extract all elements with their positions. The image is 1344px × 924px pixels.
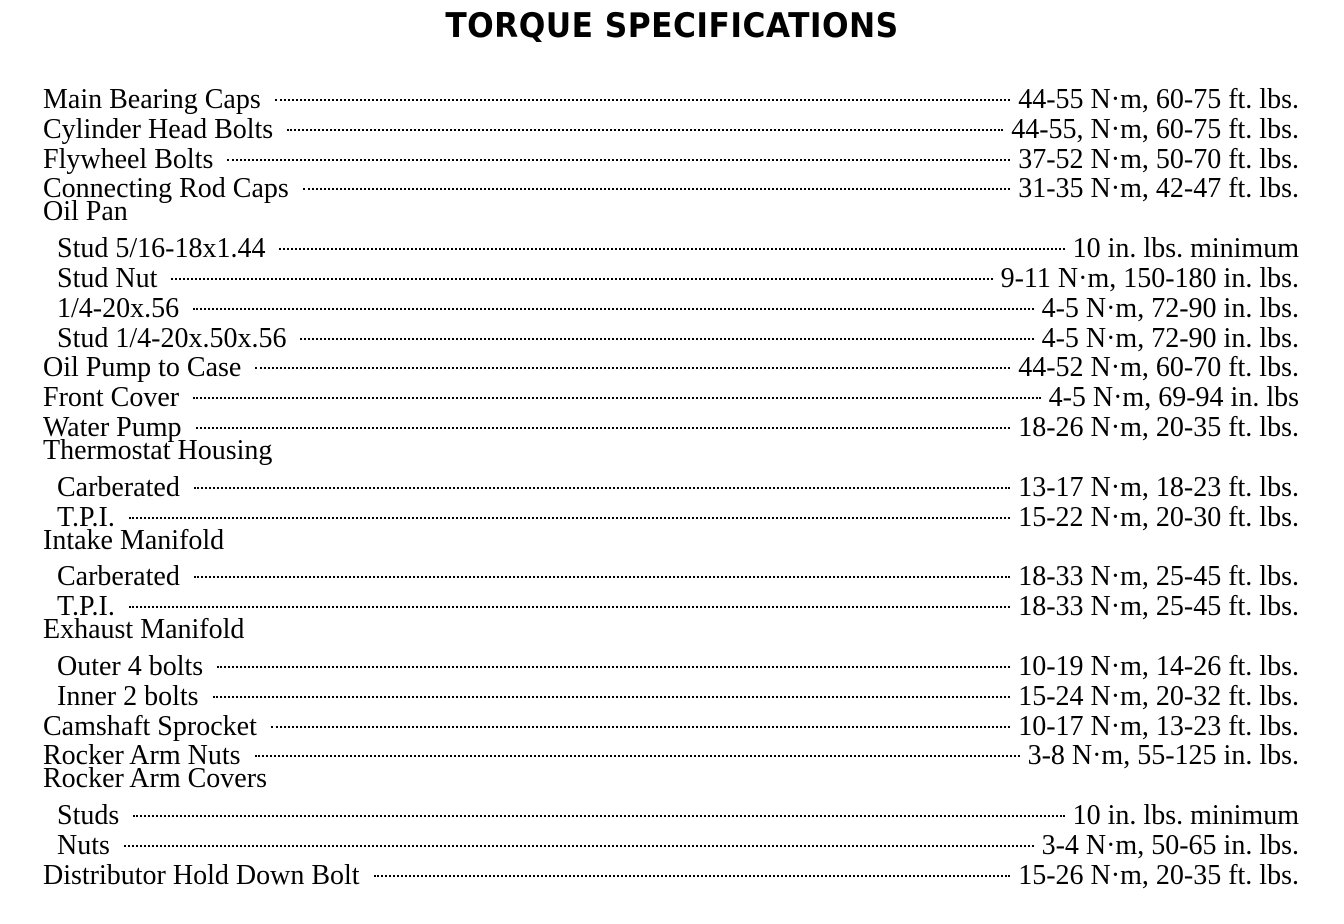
dot-leader	[255, 347, 1010, 377]
spec-label: Distributor Hold Down Bolt	[43, 859, 360, 891]
spec-value: 9-11 N·m, 150-180 in. lbs.	[1000, 262, 1299, 294]
spec-value: 44-55 N·m, 60-75 ft. lbs.	[1018, 83, 1299, 115]
spec-value: 18-26 N·m, 20-35 ft. lbs.	[1018, 412, 1299, 444]
spec-row	[43, 466, 1299, 503]
spec-label: T.P.I.	[57, 501, 115, 533]
dot-leader	[271, 705, 1010, 735]
spec-row	[43, 645, 1299, 682]
dot-leader	[124, 824, 1034, 854]
spec-label: Intake Manifold	[43, 524, 225, 556]
torque-spec-list	[43, 78, 1299, 891]
dot-leader	[194, 556, 1010, 586]
spec-label: Oil Pump to Case	[43, 352, 242, 384]
dot-leader	[213, 675, 1011, 705]
spec-label: Exhaust Manifold	[43, 614, 245, 646]
dot-leader	[217, 645, 1010, 675]
spec-value: 44-52 N·m, 60-70 ft. lbs.	[1018, 352, 1299, 384]
spec-value: 15-24 N·m, 20-32 ft. lbs.	[1018, 680, 1299, 712]
spec-value: 3-8 N·m, 55-125 in. lbs.	[1027, 740, 1299, 772]
dot-leader	[193, 287, 1033, 317]
spec-value: 13-17 N·m, 18-23 ft. lbs.	[1018, 471, 1299, 503]
spec-label: Carberated	[57, 561, 180, 593]
spec-value: 10 in. lbs. minimum	[1072, 233, 1299, 265]
dot-leader	[194, 466, 1010, 496]
spec-value: 10-19 N·m, 14-26 ft. lbs.	[1018, 650, 1299, 682]
spec-label: Camshaft Sprocket	[43, 710, 257, 742]
spec-value: 4-5 N·m, 69-94 in. lbs	[1048, 382, 1299, 414]
dot-leader	[196, 406, 1011, 436]
spec-value: 44-55, N·m, 60-75 ft. lbs.	[1011, 113, 1299, 145]
dot-leader	[255, 735, 1020, 765]
spec-label: Oil Pan	[43, 196, 128, 228]
spec-value: 18-33 N·m, 25-45 ft. lbs.	[1018, 591, 1299, 623]
dot-leader	[193, 376, 1040, 406]
spec-value: 4-5 N·m, 72-90 in. lbs.	[1041, 292, 1299, 324]
page-title: TORQUE SPECIFICATIONS	[445, 6, 899, 46]
dot-leader	[374, 854, 1011, 884]
spec-label: Thermostat Housing	[43, 435, 273, 467]
spec-value: 15-26 N·m, 20-35 ft. lbs.	[1018, 859, 1299, 891]
spec-row	[43, 78, 1299, 115]
spec-row	[43, 227, 1299, 265]
dot-leader	[303, 168, 1010, 198]
spec-value: 4-5 N·m, 72-90 in. lbs.	[1041, 322, 1299, 354]
dot-leader	[227, 138, 1010, 168]
spec-label: Cylinder Head Bolts	[43, 113, 274, 145]
spec-label: Front Cover	[43, 382, 180, 414]
dot-leader	[171, 257, 992, 287]
dot-leader	[275, 78, 1010, 108]
spec-label: Carberated	[57, 471, 180, 503]
spec-row	[43, 794, 1299, 832]
spec-label: Studs	[57, 800, 120, 832]
dot-leader	[129, 496, 1010, 526]
spec-value: 18-33 N·m, 25-45 ft. lbs.	[1018, 561, 1299, 593]
spec-label: Stud Nut	[57, 262, 158, 294]
spec-label: Connecting Rod Caps	[43, 173, 289, 205]
spec-row	[43, 556, 1299, 593]
spec-value: 3-4 N·m, 50-65 in. lbs.	[1041, 829, 1299, 861]
dot-leader	[279, 227, 1064, 257]
spec-label: Outer 4 bolts	[57, 650, 204, 682]
spec-value: 31-35 N·m, 42-47 ft. lbs.	[1018, 173, 1299, 205]
spec-label: Water Pump	[43, 412, 182, 444]
spec-label: 1/4-20x.56	[57, 292, 180, 324]
dot-leader	[133, 794, 1064, 824]
spec-value: 15-22 N·m, 20-30 ft. lbs.	[1018, 501, 1299, 533]
dot-leader	[287, 108, 1003, 138]
dot-leader	[300, 317, 1033, 347]
spec-label: Nuts	[57, 829, 110, 861]
spec-label: Flywheel Bolts	[43, 143, 214, 175]
spec-value: 10 in. lbs. minimum	[1072, 800, 1299, 832]
spec-label: T.P.I.	[57, 591, 115, 623]
spec-label: Stud 1/4-20x.50x.56	[57, 322, 287, 354]
spec-label: Rocker Arm Nuts	[43, 740, 241, 772]
spec-value: 10-17 N·m, 13-23 ft. lbs.	[1018, 710, 1299, 742]
spec-label: Rocker Arm Covers	[43, 763, 267, 795]
spec-label: Inner 2 bolts	[57, 680, 199, 712]
spec-label: Main Bearing Caps	[43, 83, 261, 115]
dot-leader	[129, 585, 1010, 615]
spec-value: 37-52 N·m, 50-70 ft. lbs.	[1018, 143, 1299, 175]
spec-label: Stud 5/16-18x1.44	[57, 233, 266, 265]
